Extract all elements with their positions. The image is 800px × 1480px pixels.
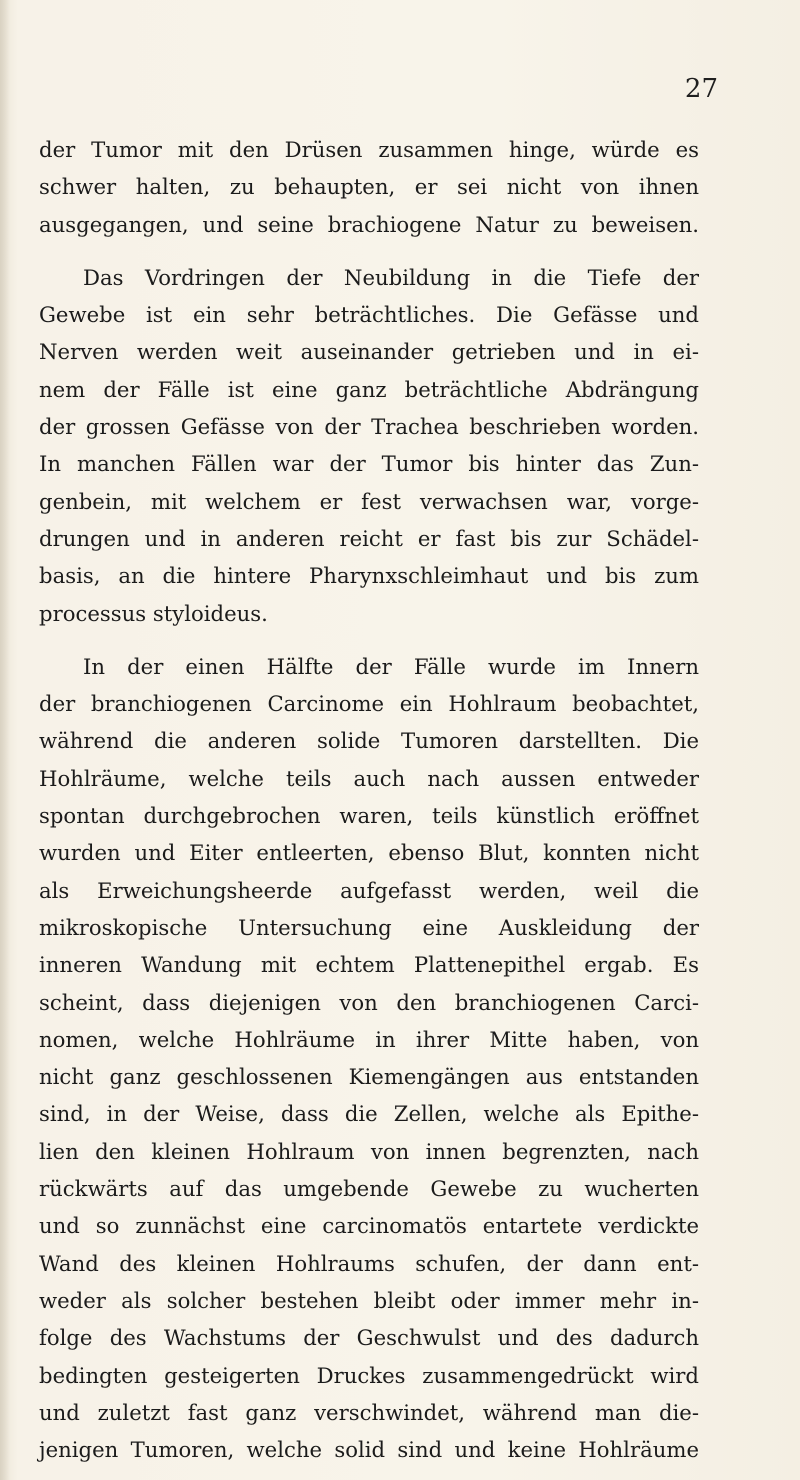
text-line: der branchiogenen Carcinome ein Hohlraum beobachtet, <box>39 691 699 717</box>
text-line: während die anderen solide Tumoren darstellten. Die <box>39 728 699 754</box>
text-line: In manchen Fällen war der Tumor bis hinter das Zun- <box>39 451 699 477</box>
text-line: ausgegangen, und seine brachiogene Natur zu beweisen. <box>39 211 699 237</box>
text-line: scheint, dass diejenigen von den branchiogenen Carci- <box>39 989 699 1015</box>
text-line: der grossen Gefässe von der Trachea beschrieben worden. <box>39 414 699 440</box>
text-line: und so zunnächst eine carcinomatös entartete verdickte <box>39 1213 699 1239</box>
text-line: nem der Fälle ist eine ganz beträchtliche Abdrängung <box>39 376 699 402</box>
page-edge-shadow <box>0 0 10 1480</box>
text-line: lien den kleinen Hohlraum von innen begrenzten, nach <box>39 1138 699 1164</box>
paragraph-gap <box>39 632 699 648</box>
text-line: mikroskopische Untersuchung eine Auskleidung der <box>39 914 699 940</box>
text-line: schwer halten, zu behaupten, er sei nicht von ihnen <box>39 174 699 200</box>
text-line: rückwärts auf das umgebende Gewebe zu wucherten <box>39 1176 699 1202</box>
text-line: und zuletzt fast ganz verschwindet, während man die- <box>39 1399 699 1425</box>
text-line: weder als solcher bestehen bleibt oder immer mehr in- <box>39 1287 699 1313</box>
text-line: nomen, welche Hohlräume in ihrer Mitte haben, von <box>39 1026 699 1052</box>
text-line: genbein, mit welchem er fest verwachsen war, vorge- <box>39 488 699 514</box>
paragraph-gap <box>39 243 699 259</box>
text-line: bedingten gesteigerten Druckes zusammengedrückt wird <box>39 1362 699 1388</box>
text-line: folge des Wachstums der Geschwulst und des dadurch <box>39 1325 699 1351</box>
text-line: Gewebe ist ein sehr beträchtliches. Die Gefässe und <box>39 302 699 328</box>
body-text <box>39 131 699 1468</box>
text-line: inneren Wandung mit echtem Plattenepithel ergab. Es <box>39 952 699 978</box>
text-line: Wand des kleinen Hohlraums schufen, der dann ent- <box>39 1250 699 1276</box>
text-line: spontan durchgebrochen waren, teils künstlich eröffnet <box>39 803 699 829</box>
text-line: Nerven werden weit auseinander getrieben und in ei- <box>39 339 699 365</box>
text-line: processus styloideus. <box>39 600 268 626</box>
page-number: 27 <box>684 74 718 104</box>
text-line: jenigen Tumoren, welche solid sind und keine Hohlräume <box>39 1437 699 1463</box>
text-line: sind, in der Weise, dass die Zellen, welche als Epithe- <box>39 1101 699 1127</box>
text-line: In der einen Hälfte der Fälle wurde im Innern <box>83 653 699 679</box>
text-line: nicht ganz geschlossenen Kiemengängen aus entstanden <box>39 1064 699 1090</box>
text-line: Hohlräume, welche teils auch nach aussen entweder <box>39 765 699 791</box>
text-line: wurden und Eiter entleerten, ebenso Blut, konnten nicht <box>39 840 699 866</box>
text-line: Das Vordringen der Neubildung in die Tiefe der <box>83 264 699 290</box>
text-line: basis, an die hintere Pharynxschleimhaut und bis zum <box>39 563 699 589</box>
text-line: drungen und in anderen reicht er fast bis zur Schädel- <box>39 525 699 551</box>
text-line: der Tumor mit den Drüsen zusammen hinge, würde es <box>39 137 699 162</box>
text-line: als Erweichungsheerde aufgefasst werden, weil die <box>39 877 699 903</box>
